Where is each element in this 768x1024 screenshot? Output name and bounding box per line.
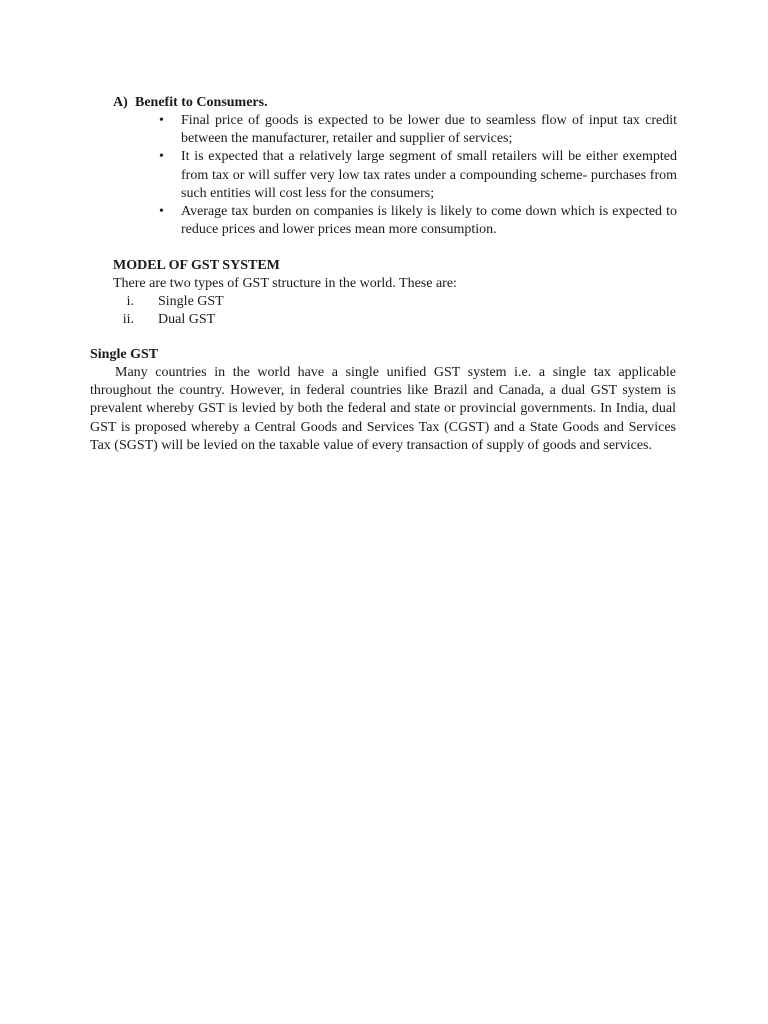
- bullet-icon: •: [159, 149, 164, 165]
- list-item: [126, 293, 224, 311]
- bullet-icon: •: [159, 204, 164, 220]
- bullet-text: It is expected that a relatively large segment of small retailers will be either exempted from tax or will suffer very low tax rates under a compounding scheme- purchases from such entities will cost less for the consumers;: [181, 149, 677, 201]
- list-item: [159, 112, 677, 148]
- list-numeral: ii.: [122, 312, 134, 327]
- gst-types-list: [122, 293, 224, 329]
- model-heading: MODEL OF GST SYSTEM: [113, 258, 280, 273]
- list-label: Dual GST: [158, 312, 216, 327]
- bullet-icon: •: [159, 113, 164, 128]
- list-item: [122, 311, 224, 329]
- section-a-heading: [113, 94, 268, 112]
- bullet-text: Final price of goods is expected to be lower due to seamless flow of input tax credit between the manufacturer, retailer and supplier of services;: [181, 113, 677, 147]
- single-gst-heading: Single GST: [90, 347, 159, 362]
- list-item: [159, 203, 677, 239]
- section-a-marker: A): [113, 95, 128, 110]
- section-a-title: Benefit to Consumers.: [135, 95, 268, 110]
- list-numeral: i.: [126, 294, 134, 309]
- benefit-bullet-list: [159, 112, 677, 239]
- bullet-text: Average tax burden on companies is likely is likely to come down which is expected to reduce prices and lower prices mean more consumption.: [181, 204, 677, 238]
- model-intro: There are two types of GST structure in the world. These are:: [113, 276, 457, 291]
- single-gst-paragraph: Many countries in the world have a single unified GST system i.e. a single tax applicable throughout the country. However, in federal countries like Brazil and Canada, a dual GST system is prevalent whereby GST is levied by both the federal and state or provincial governments. In India, dual GST is proposed whereby a Central Goods and Services Tax (CGST) and a State Goods and Services Tax (SGST) will be levied on the taxable value of every transaction of supply of goods and services.: [90, 365, 676, 453]
- list-item: [159, 148, 677, 203]
- list-label: Single GST: [158, 294, 224, 309]
